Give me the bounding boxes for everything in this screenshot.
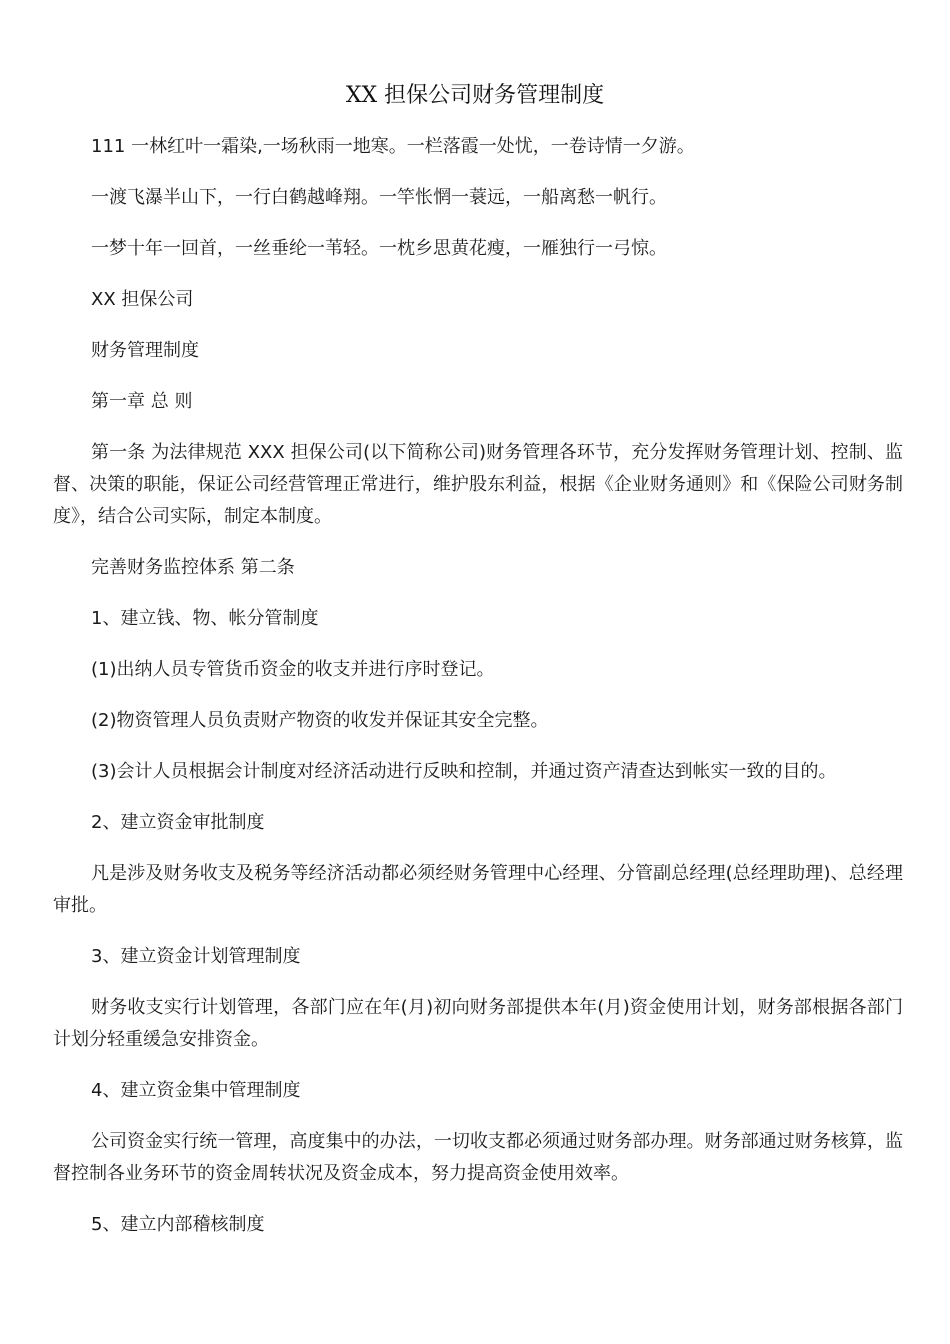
paragraph-poem-line-1: 111 一林红叶一霜染,一场秋雨一地寒。一栏落霞一处忧，一卷诗情一夕游。	[91, 136, 695, 157]
paragraph-item-2-heading: 2、建立资金审批制度	[91, 812, 265, 833]
paragraph-item-5-heading: 5、建立内部稽核制度	[91, 1214, 265, 1235]
paragraph-item-2-body: 凡是涉及财务收支及税务等经济活动都必须经财务管理中心经理、分管副总经理(总经理助理)、总经理审批。	[53, 863, 903, 916]
paragraph-article-1: 第一条 为法律规范 XXX 担保公司(以下简称公司)财务管理各环节，充分发挥财务管理计划、控制、监督、决策的职能，保证公司经营管理正常进行，维护股东利益，根据《企业财务通则》和《保险公司财务制度》，结合公司实际，制定本制度。	[53, 442, 903, 527]
paragraph-doc-heading: 财务管理制度	[91, 340, 199, 361]
paragraph-section-heading: 完善财务监控体系 第二条	[91, 557, 295, 578]
paragraph-item-1-2: (2)物资管理人员负责财产物资的收发并保证其安全完整。	[91, 710, 549, 731]
paragraph-item-1-1: (1)出纳人员专管货币资金的收支并进行序时登记。	[91, 659, 495, 680]
paragraph-item-1-heading: 1、建立钱、物、帐分管制度	[91, 608, 319, 629]
document-title: XX 担保公司财务管理制度	[345, 83, 605, 108]
paragraph-poem-line-3: 一梦十年一回首，一丝垂纶一苇轻。一枕乡思黄花瘦，一雁独行一弓惊。	[91, 238, 667, 259]
paragraph-poem-line-2: 一渡飞瀑半山下，一行白鹤越峰翔。一竿怅惘一蓑远，一船离愁一帆行。	[91, 187, 667, 208]
paragraph-chapter-heading: 第一章 总 则	[91, 391, 193, 412]
paragraph-item-4-body: 公司资金实行统一管理，高度集中的办法，一切收支都必须通过财务部办理。财务部通过财务核算，监督控制各业务环节的资金周转状况及资金成本，努力提高资金使用效率。	[53, 1131, 903, 1184]
paragraph-item-3-body: 财务收支实行计划管理，各部门应在年(月)初向财务部提供本年(月)资金使用计划，财务部根据各部门计划分轻重缓急安排资金。	[53, 997, 903, 1050]
paragraph-item-1-3: (3)会计人员根据会计制度对经济活动进行反映和控制，并通过资产清查达到帐实一致的目的。	[91, 761, 837, 782]
paragraph-company-name: XX 担保公司	[91, 289, 194, 310]
paragraph-item-4-heading: 4、建立资金集中管理制度	[91, 1080, 301, 1101]
paragraph-item-3-heading: 3、建立资金计划管理制度	[91, 946, 301, 967]
